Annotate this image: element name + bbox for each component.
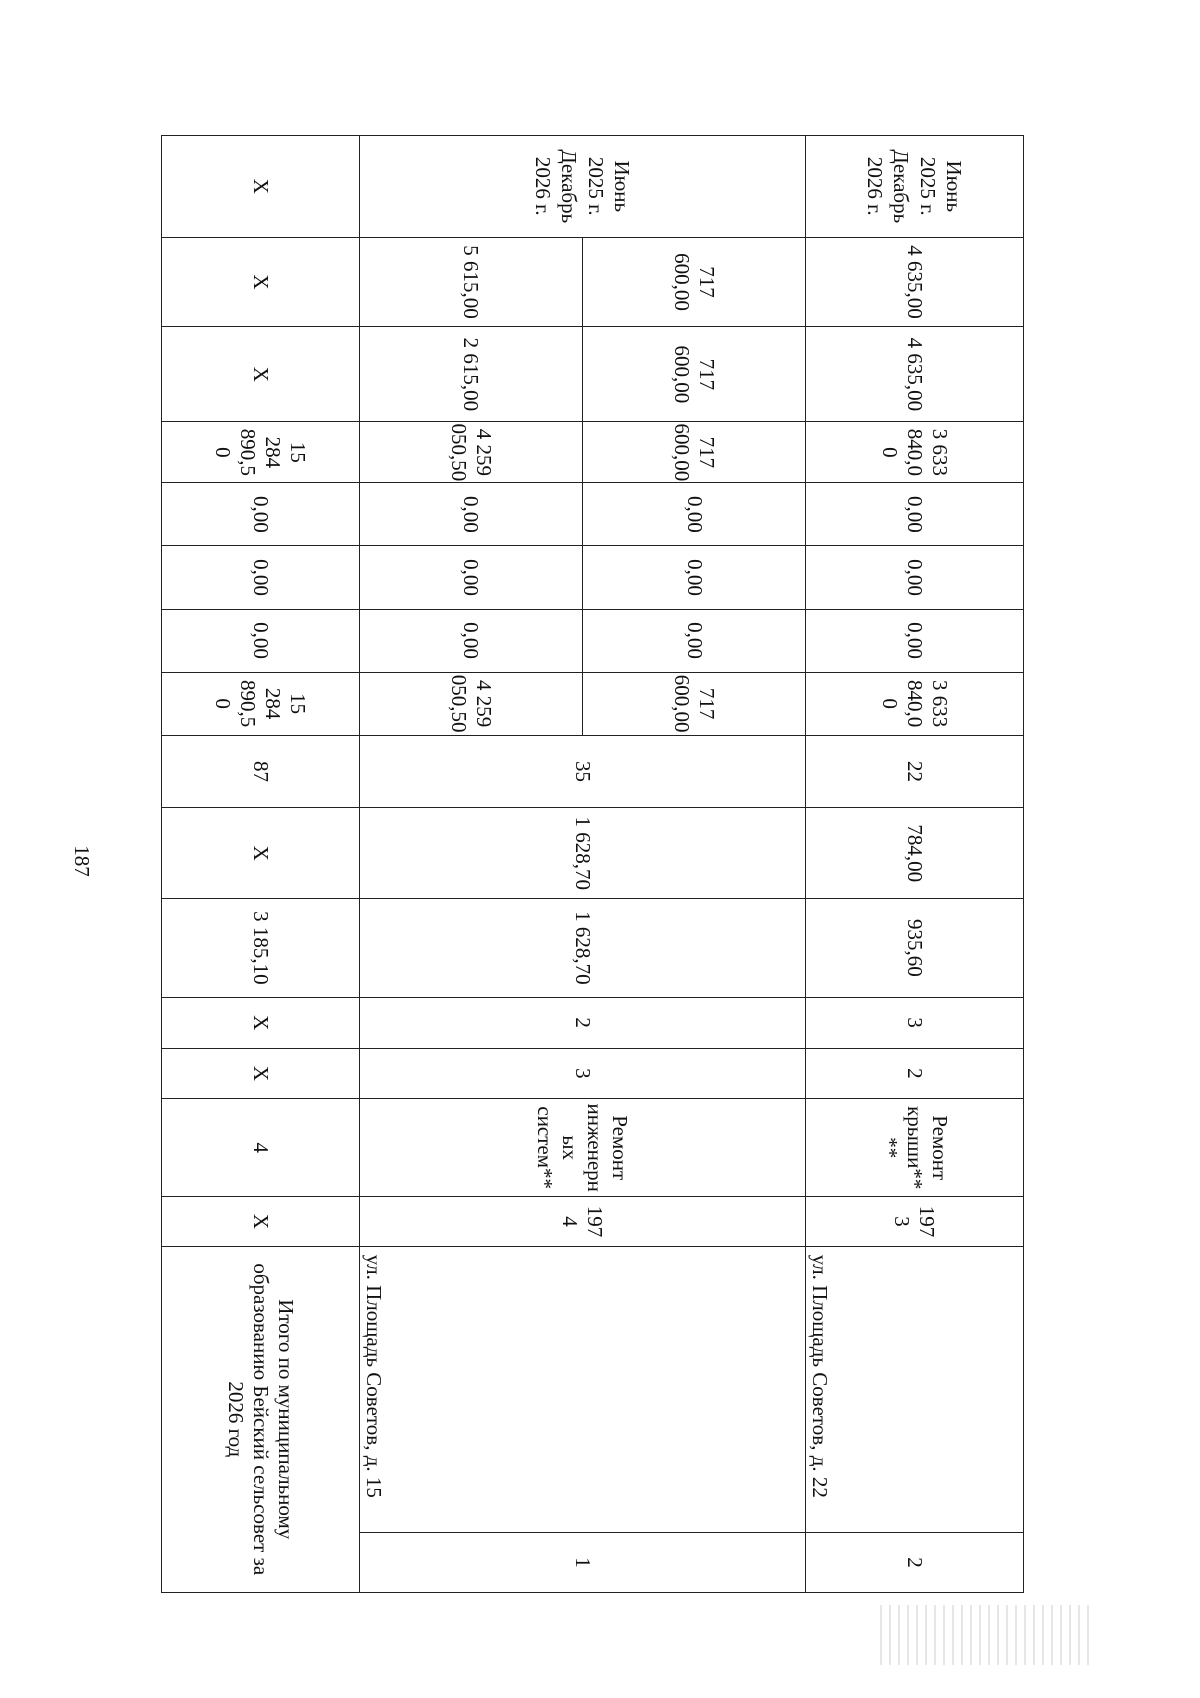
limit-cost-a: 717 600,00	[582, 238, 806, 327]
total-cost-cell: 3 633 840,00	[806, 672, 1024, 735]
unit-cost-b: 2 615,00	[459, 337, 484, 412]
owners-funds-b: 4 259 050,50	[446, 423, 496, 482]
period-cell: Июнь 2025 г. Декабрь 2026 г.	[806, 136, 1024, 238]
fund-cost-a: 0,00	[582, 610, 806, 672]
owners-funds-cell: 15 284 890,50	[162, 422, 360, 483]
period-cell: X	[162, 136, 360, 238]
residents-cell: 87	[162, 735, 360, 808]
faint-scan-mark	[880, 1605, 1090, 1665]
total-row	[162, 136, 360, 1593]
repair-register-table	[161, 135, 1024, 1593]
work-type-cell: Ремонт инженерных систем**	[360, 1099, 806, 1197]
total-cost-b: 4 259 050,50	[446, 674, 496, 733]
budget-subject-cell	[360, 546, 806, 609]
work-type-cell: 4	[162, 1099, 360, 1197]
row-number-cell: 2	[806, 1533, 1024, 1593]
limit-cost-cell	[360, 237, 806, 327]
budget-local-cell: 0,00	[162, 483, 360, 546]
floors-cell: X	[162, 1048, 360, 1098]
address-cell: ул. Площадь Советов, д. 22	[806, 1246, 1024, 1532]
limit-cost-b: 5 615,00	[459, 245, 484, 319]
table-row	[360, 136, 806, 1593]
fund-cost-b: 0,00	[459, 622, 484, 659]
budget-subject-b: 0,00	[459, 559, 484, 596]
total-area-cell: 3 185,10	[162, 899, 360, 997]
unit-cost-a: 717 600,00	[582, 327, 806, 421]
table-container	[162, 135, 1024, 1593]
fund-cost-cell: 0,00	[806, 609, 1024, 672]
table-row	[806, 136, 1024, 1593]
year-cell: 1974	[360, 1197, 806, 1246]
residents-cell: 22	[806, 735, 1024, 808]
limit-cost-cell: 4 635,00	[806, 237, 1024, 327]
floors-cell: 3	[360, 1048, 806, 1098]
living-area-cell: 784,00	[806, 808, 1024, 899]
row-number-cell: 1	[360, 1533, 806, 1593]
budget-local-b: 0,00	[459, 496, 484, 533]
unit-cost-cell: X	[162, 327, 360, 422]
page-number: 187	[70, 845, 94, 877]
total-label-cell: Итого по муниципальному образованию Бейский сельсовет за 2026 год	[162, 1246, 360, 1592]
owners-funds-a: 717 600,00	[582, 422, 806, 482]
address-cell: ул. Площадь Советов, д. 15	[360, 1246, 806, 1532]
living-area-cell: 1 628,70	[360, 808, 806, 899]
fund-cost-cell: 0,00	[162, 609, 360, 672]
rotated-table	[162, 135, 1024, 1593]
budget-local-cell: 0,00	[806, 483, 1024, 546]
living-area-cell: X	[162, 808, 360, 899]
fund-cost-cell	[360, 609, 806, 672]
unit-cost-cell	[360, 327, 806, 422]
budget-subject-cell: 0,00	[162, 546, 360, 609]
entrances-cell: X	[162, 997, 360, 1048]
budget-local-cell	[360, 483, 806, 546]
year-cell: 1973	[806, 1197, 1024, 1246]
total-area-cell: 1 628,70	[360, 899, 806, 997]
total-cost-a: 717 600,00	[582, 673, 806, 735]
limit-cost-cell: X	[162, 237, 360, 327]
owners-funds-cell	[360, 422, 806, 483]
work-type-cell: Ремонт крыши****	[806, 1099, 1024, 1197]
total-cost-cell	[360, 672, 806, 735]
year-cell: X	[162, 1197, 360, 1246]
total-area-cell: 935,60	[806, 899, 1024, 997]
total-cost-cell: 15 284 890,50	[162, 672, 360, 735]
budget-subject-a: 0,00	[582, 546, 806, 608]
floors-cell: 2	[806, 1048, 1024, 1098]
budget-local-a: 0,00	[582, 483, 806, 545]
entrances-cell: 3	[806, 997, 1024, 1048]
unit-cost-cell: 4 635,00	[806, 327, 1024, 422]
budget-subject-cell: 0,00	[806, 546, 1024, 609]
entrances-cell: 2	[360, 997, 806, 1048]
owners-funds-cell: 3 633 840,00	[806, 422, 1024, 483]
period-cell: Июнь 2025 г. Декабрь 2026 г.	[360, 136, 806, 238]
residents-cell: 35	[360, 735, 806, 808]
